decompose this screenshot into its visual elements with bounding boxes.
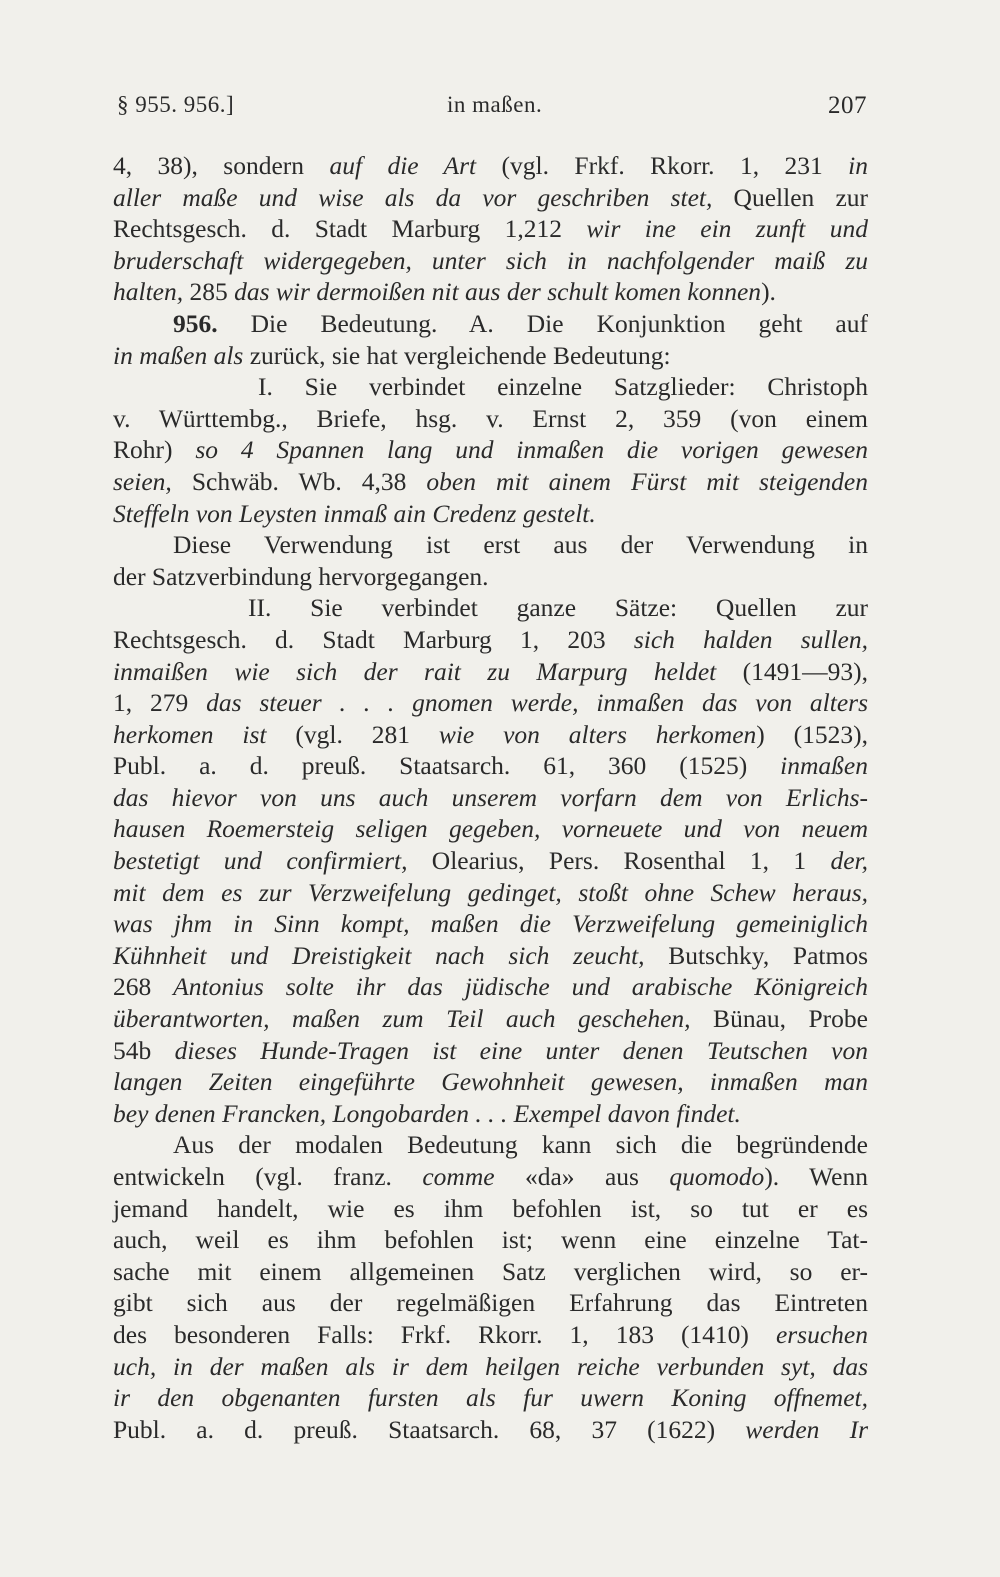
text-line [113,877,868,909]
quotation-italic: bruderschaft widergegeben, unter sich in nachfolgender maiß zu [113,245,868,275]
text-segment: Olearius, Pers. Rosenthal 1, 1 [407,846,831,876]
quotation-italic: herkomen ist [113,719,267,749]
quotation-italic: auf die Art [329,151,477,180]
text-line [113,1414,868,1446]
text-segment: Bünau, Probe [690,1004,868,1034]
running-header [117,92,867,128]
text-line [113,908,868,940]
page-number: 207 [828,92,867,119]
text-line [113,1319,868,1351]
text-line [113,1382,868,1414]
text-line [113,308,868,340]
quotation-italic: bestetigt und confirmiert, [113,846,408,876]
text-line [113,403,868,435]
text-segment: jemand handelt, wie es ihm befohlen ist, so tut er es [113,1193,868,1223]
section-number: 956. [173,308,218,338]
quotation-italic: Kühnheit und Dreistigkeit nach sich zeucht, [113,940,645,970]
text-line [113,1256,868,1288]
quotation-italic: das steuer . . . gnomen werde, inmaßen das von alters [206,688,868,718]
text-line [113,245,868,277]
quotation-italic: das hievor von uns auch unserem vorfarn dem von Erlichs- [113,782,868,812]
text-segment: Quellen zur [712,182,869,212]
text-line [113,750,868,782]
text-line [113,340,868,372]
text-line [113,213,868,245]
text-line [113,150,868,182]
text-line [113,498,868,530]
text-line [113,561,868,593]
text-segment: 268 [113,972,174,1002]
quotation-italic: inmaißen wie sich der rait zu Marpurg heldet [113,656,717,686]
text-line [113,813,868,845]
text-segment: Die Bedeutung. A. Die Konjunktion geht auf [217,308,868,338]
text-segment: (vgl. Frkf. Rkorr. 1, 231 [476,151,849,180]
quotation-italic: oben mit ainem Fürst mit steigenden [426,466,868,496]
quotation-italic: ir den obgenanten fursten als fur uwern Koning offnemet, [113,1383,868,1413]
quotation-italic: werden Ir [745,1414,868,1444]
text-line [113,656,868,688]
text-segment: des besonderen Falls: Frkf. Rkorr. 1, 183 (1410) [113,1319,776,1349]
quotation-italic: sich halden sullen, [633,624,869,654]
text-line [113,1003,868,1035]
text-segment: «da» aus [494,1162,670,1191]
quotation-italic: comme [422,1162,495,1191]
body-text [113,150,868,1445]
quotation-italic: so 4 Spannen lang und inmaßen die vorigen gewesen [195,435,869,465]
quotation-italic: dieses Hunde-Tragen ist eine unter denen Teutschen von [174,1035,869,1065]
text-segment: ). [761,277,776,307]
text-line [113,971,868,1003]
text-segment: gibt sich aus der regelmäßigen Erfahrung das Eintreten [113,1288,868,1318]
text-segment: ). Wenn [764,1162,868,1191]
text-segment: v. Württembg., Briefe, hsg. v. Ernst 2, 359 (von einem [113,403,868,433]
text-line [113,1161,868,1193]
running-title: in maßen. [447,92,543,117]
text-line [113,1035,868,1067]
text-segment: Butschky, Patmos [644,940,868,970]
text-line [113,592,868,624]
text-line [113,1098,868,1130]
quotation-italic: was jhm in Sinn kompt, maßen die Verzweifelung gemeiniglich [113,909,868,939]
text-segment: ) (1523), [756,719,869,749]
text-segment: auch, weil es ihm befohlen ist; wenn eine einzelne Tat- [113,1225,868,1255]
quotation-italic: halten, [113,277,184,307]
text-segment: II. Sie verbindet ganze Sätze: Quellen zur [248,593,868,623]
text-line [113,1287,868,1319]
quotation-italic: quomodo [669,1162,765,1191]
text-line [113,276,868,308]
quotation-italic: in maßen als [113,340,244,370]
quotation-italic: ersuchen [775,1319,868,1349]
quotation-italic: Steffeln von Leysten inmaß ain Credenz gestelt. [113,498,596,528]
text-segment: Diese Verwendung ist erst aus der Verwendung in [173,530,868,560]
quotation-italic: langen Zeiten eingeführte Gewohnheit gewesen, inmaßen man [113,1067,868,1097]
text-segment: Rechtsgesch. d. Stadt Marburg 1, 203 [113,624,634,654]
quotation-italic: aller maße und wise als da vor geschriben stet, [113,182,713,212]
text-line [113,529,868,561]
quotation-italic: das wir dermoißen nit aus der schult komen konnen [234,277,762,307]
quotation-italic: bey denen Francken, Longobarden . . . Exempel davon findet. [113,1098,741,1128]
section-reference: § 955. 956.] [117,92,235,117]
text-segment: der Satzverbindung hervorgegangen. [113,561,489,591]
text-line [113,434,868,466]
text-segment: sache mit einem allgemeinen Satz verglichen wird, so er- [113,1256,868,1286]
text-line [113,466,868,498]
text-line [113,782,868,814]
quotation-italic: mit dem es zur Verzweifelung gedinget, stoßt ohne Schew heraus, [113,877,868,907]
text-line [113,1066,868,1098]
quotation-italic: überantworten, maßen zum Teil auch geschehen, [113,1004,691,1034]
quotation-italic: wir ine ein zunft und [586,214,868,244]
quotation-italic: seien, [113,466,172,496]
quotation-italic: uch, in der maßen als ir dem heilgen reiche verbunden syt, das [113,1351,868,1381]
text-segment: I. Sie verbindet einzelne Satzglieder: Christoph [258,372,868,402]
quotation-italic: der, [830,846,868,876]
text-line [113,940,868,972]
quotation-italic: Antonius solte ihr das jüdische und arabische Königreich [173,972,869,1002]
text-segment: Rohr) [113,435,196,465]
text-line [113,1351,868,1383]
text-line [113,371,868,403]
quotation-italic: hausen Roemersteig seligen gegeben, vorneuete und von neuem [113,814,868,844]
text-line [113,845,868,877]
text-segment: (1491—93), [716,656,868,686]
text-line [113,624,868,656]
text-segment: Schwäb. Wb. 4,38 [171,466,427,496]
text-line [113,1193,868,1225]
quotation-italic: inmaßen [780,751,868,781]
quotation-italic: wie von alters herkomen [438,719,757,749]
text-segment: Aus der modalen Bedeutung kann sich die begründende [173,1130,868,1160]
quotation-italic: in [848,151,868,180]
text-segment: (vgl. 281 [266,719,439,749]
text-segment: 1, 279 [113,688,207,718]
text-segment: 285 [183,277,235,307]
text-segment: zurück, sie hat vergleichende Bedeutung: [243,340,671,370]
text-line [113,687,868,719]
text-segment: Publ. a. d. preuß. Staatsarch. 61, 360 (1525) [113,751,781,781]
text-segment: 4, 38), sondern [113,151,330,180]
text-line [113,182,868,214]
text-segment: Rechtsgesch. d. Stadt Marburg 1,212 [113,214,587,244]
text-segment: Publ. a. d. preuß. Staatsarch. 68, 37 (1622) [113,1414,746,1444]
text-line [113,1224,868,1256]
text-segment: 54b [113,1035,175,1065]
text-line [113,719,868,751]
text-line [113,1129,868,1161]
text-segment: entwickeln (vgl. franz. [113,1162,423,1191]
